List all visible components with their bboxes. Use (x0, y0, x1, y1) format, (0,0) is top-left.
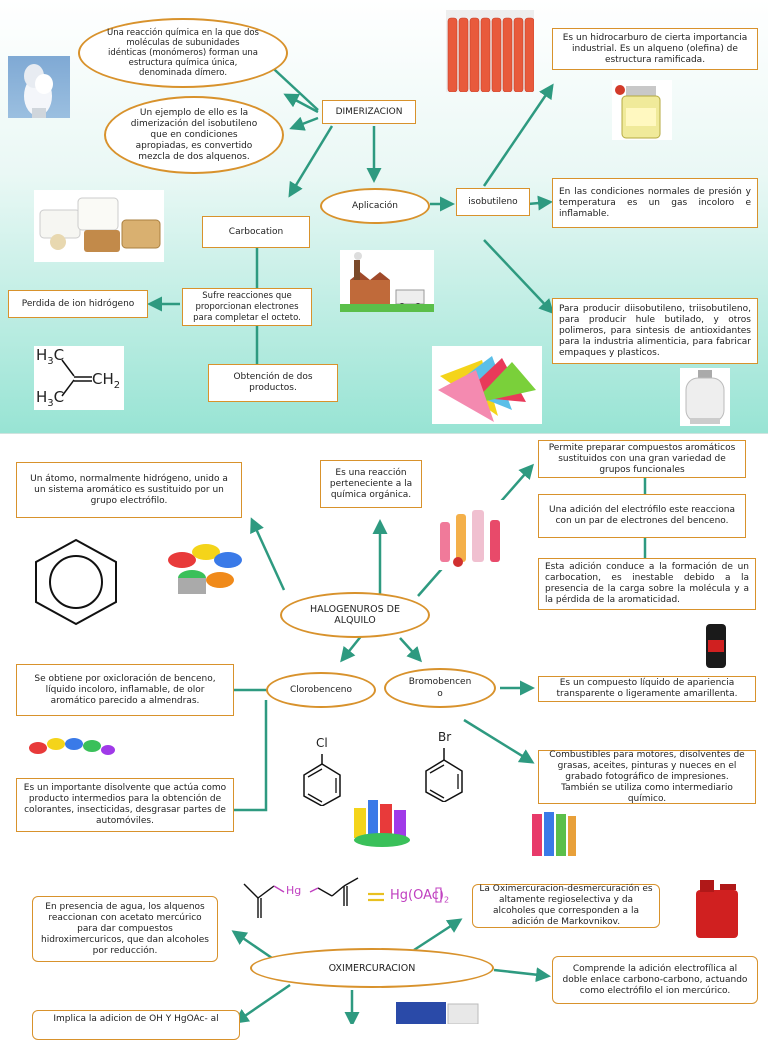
isobutylene-formula (34, 346, 124, 410)
box-isobutylene-desc-1: Es un hidrocarburo de cierta importancia industrial. Es un alqueno (olefina) de estructura ramificada. (552, 28, 758, 70)
gas-cylinders-image (446, 10, 534, 92)
plastic-sheets-image (432, 346, 542, 424)
oval-dimerization-example: Un ejemplo de ello es la dimerización del isobutileno que en condiciones apropiadas, es convertido mezcla de dos alquenos. (104, 96, 284, 174)
box-bromobenzene-desc-2: Combustibles para motores, disolventes de grasas, aceites, pinturas y nueces en el grabado fotográfico de impresiones. También se utiliza como intermediario químico. (538, 750, 756, 804)
box-isobutylene-desc-2: En las condiciones normales de presión y temperatura es un gas incoloro e inflamable. (552, 178, 758, 228)
oval-oxi-title: OXIMERCURACION (250, 948, 494, 988)
box-carbocation: Carbocation (202, 216, 310, 248)
box-isobutylene-desc-3: Para producir diisobutileno, triisobutileno, para producir hule butilado, y otros polimeros, para sintesis de antioxidantes para la industria alimenticia, para fabricar empaques y plasticos. (552, 298, 758, 364)
cl-label: Cl (316, 736, 328, 750)
benzene-ring (28, 536, 124, 626)
formula-ch2: $CH_2$ (92, 370, 121, 391)
box-chlorobenzene-desc-2: Es un importante disolvente que actúa como producto intermedios para la obtención de colorantes, insecticidas, desgrasar partes de automóviles. (16, 778, 234, 832)
chlorobenzene-structure (298, 736, 346, 806)
paint-buckets-image (164, 530, 248, 596)
can-image (702, 622, 730, 670)
box-chlorobenzene-desc-1: Se obtiene por oxicloración de benceno, líquido incoloro, inflamable, de olor aromático parecido a almendras. (16, 664, 234, 716)
oval-dimerization-definition: Una reacción química en la que dos moléculas de subunidades idénticas (monómeros) forman una estructura química única, denominada dímero. (78, 18, 288, 88)
food-containers-image (34, 190, 164, 262)
oval-bromobenzene: Bromobencen o (384, 668, 496, 708)
box-isobutylene: isobutileno (456, 188, 530, 216)
bromobenzene-structure (420, 730, 468, 802)
steam-cloud-image (8, 56, 70, 118)
mercuric-acetate-structure (240, 874, 450, 930)
gas-tank-image (680, 368, 730, 426)
oval-application: Aplicación (320, 188, 430, 224)
box-halogen-organic: Es una reacción perteneciente a la química orgánica. (320, 460, 422, 508)
chemical-bottle-image (612, 80, 672, 140)
box-reactions: Sufre reacciones que proporcionan electrones para completar el octeto. (182, 288, 312, 326)
cleaning-products-image (350, 790, 414, 848)
paint-tub-image (394, 1000, 480, 1024)
box-oxi-implies: Implica la adicion de OH Y HgOAc- al (32, 1010, 240, 1040)
box-bromobenzene-desc-1: Es un compuesto líquido de apariencia transparente o ligeramente amarillenta. (538, 676, 756, 702)
box-halogen-addition: Una adición del electrófilo este reacciona con un par de electrones del benceno. (538, 494, 746, 538)
box-oxi-electrophilic: Comprende la adición electrofílica al doble enlace carbono-carbono, actuando como electrófilo el ion mercúrico. (552, 956, 758, 1004)
formula-h3c-top: $H_3C$ (36, 346, 65, 367)
box-oxi-markovnikov: La Oximercuracion-desmercuración es altamente regioselectiva y da alcoholes que corresponden a la adición de Markovnikov. (472, 884, 660, 928)
hgoac-subscript: 2 (444, 895, 450, 905)
oval-halogen-title: HALOGENUROS DE ALQUILO (280, 592, 430, 638)
paint-palette-image (26, 726, 116, 768)
hgoac-label: Hg(OAc) (390, 888, 444, 903)
formula-h3c-bottom: $H_3C$ (36, 388, 65, 409)
factory-image (340, 250, 434, 312)
spray-cans-image (528, 806, 578, 858)
box-dimerization-title: DIMERIZACION (322, 100, 416, 124)
fuel-can-image (690, 876, 744, 942)
perfume-bottles-image (432, 500, 518, 570)
box-oxi-water: En presencia de agua, los alquenos reaccionan con acetato mercúrico para dar compuestos hidroximercuricos, que dan alcoholes por reducción. (32, 896, 218, 962)
oval-chlorobenzene: Clorobenceno (266, 672, 376, 708)
box-hydrogen-loss: Perdida de ion hidrógeno (8, 290, 148, 318)
box-halogen-prepare: Permite preparar compuestos aromáticos sustituidos con una gran variedad de grupos funcionales (538, 440, 746, 478)
box-halogen-carbocation: Esta adición conduce a la formación de un carbocation, es inestable debido a la presencia de la carga sobre la molécula y a la pérdida de la aromaticidad. (538, 558, 756, 610)
hg-label: Hg (286, 884, 302, 897)
box-two-products: Obtención de dos productos. (208, 364, 338, 402)
box-halogen-atom: Un átomo, normalmente hidrógeno, unido a un sistema aromático es sustituido por un grupo electrófilo. (16, 462, 242, 518)
br-label: Br (438, 730, 452, 744)
